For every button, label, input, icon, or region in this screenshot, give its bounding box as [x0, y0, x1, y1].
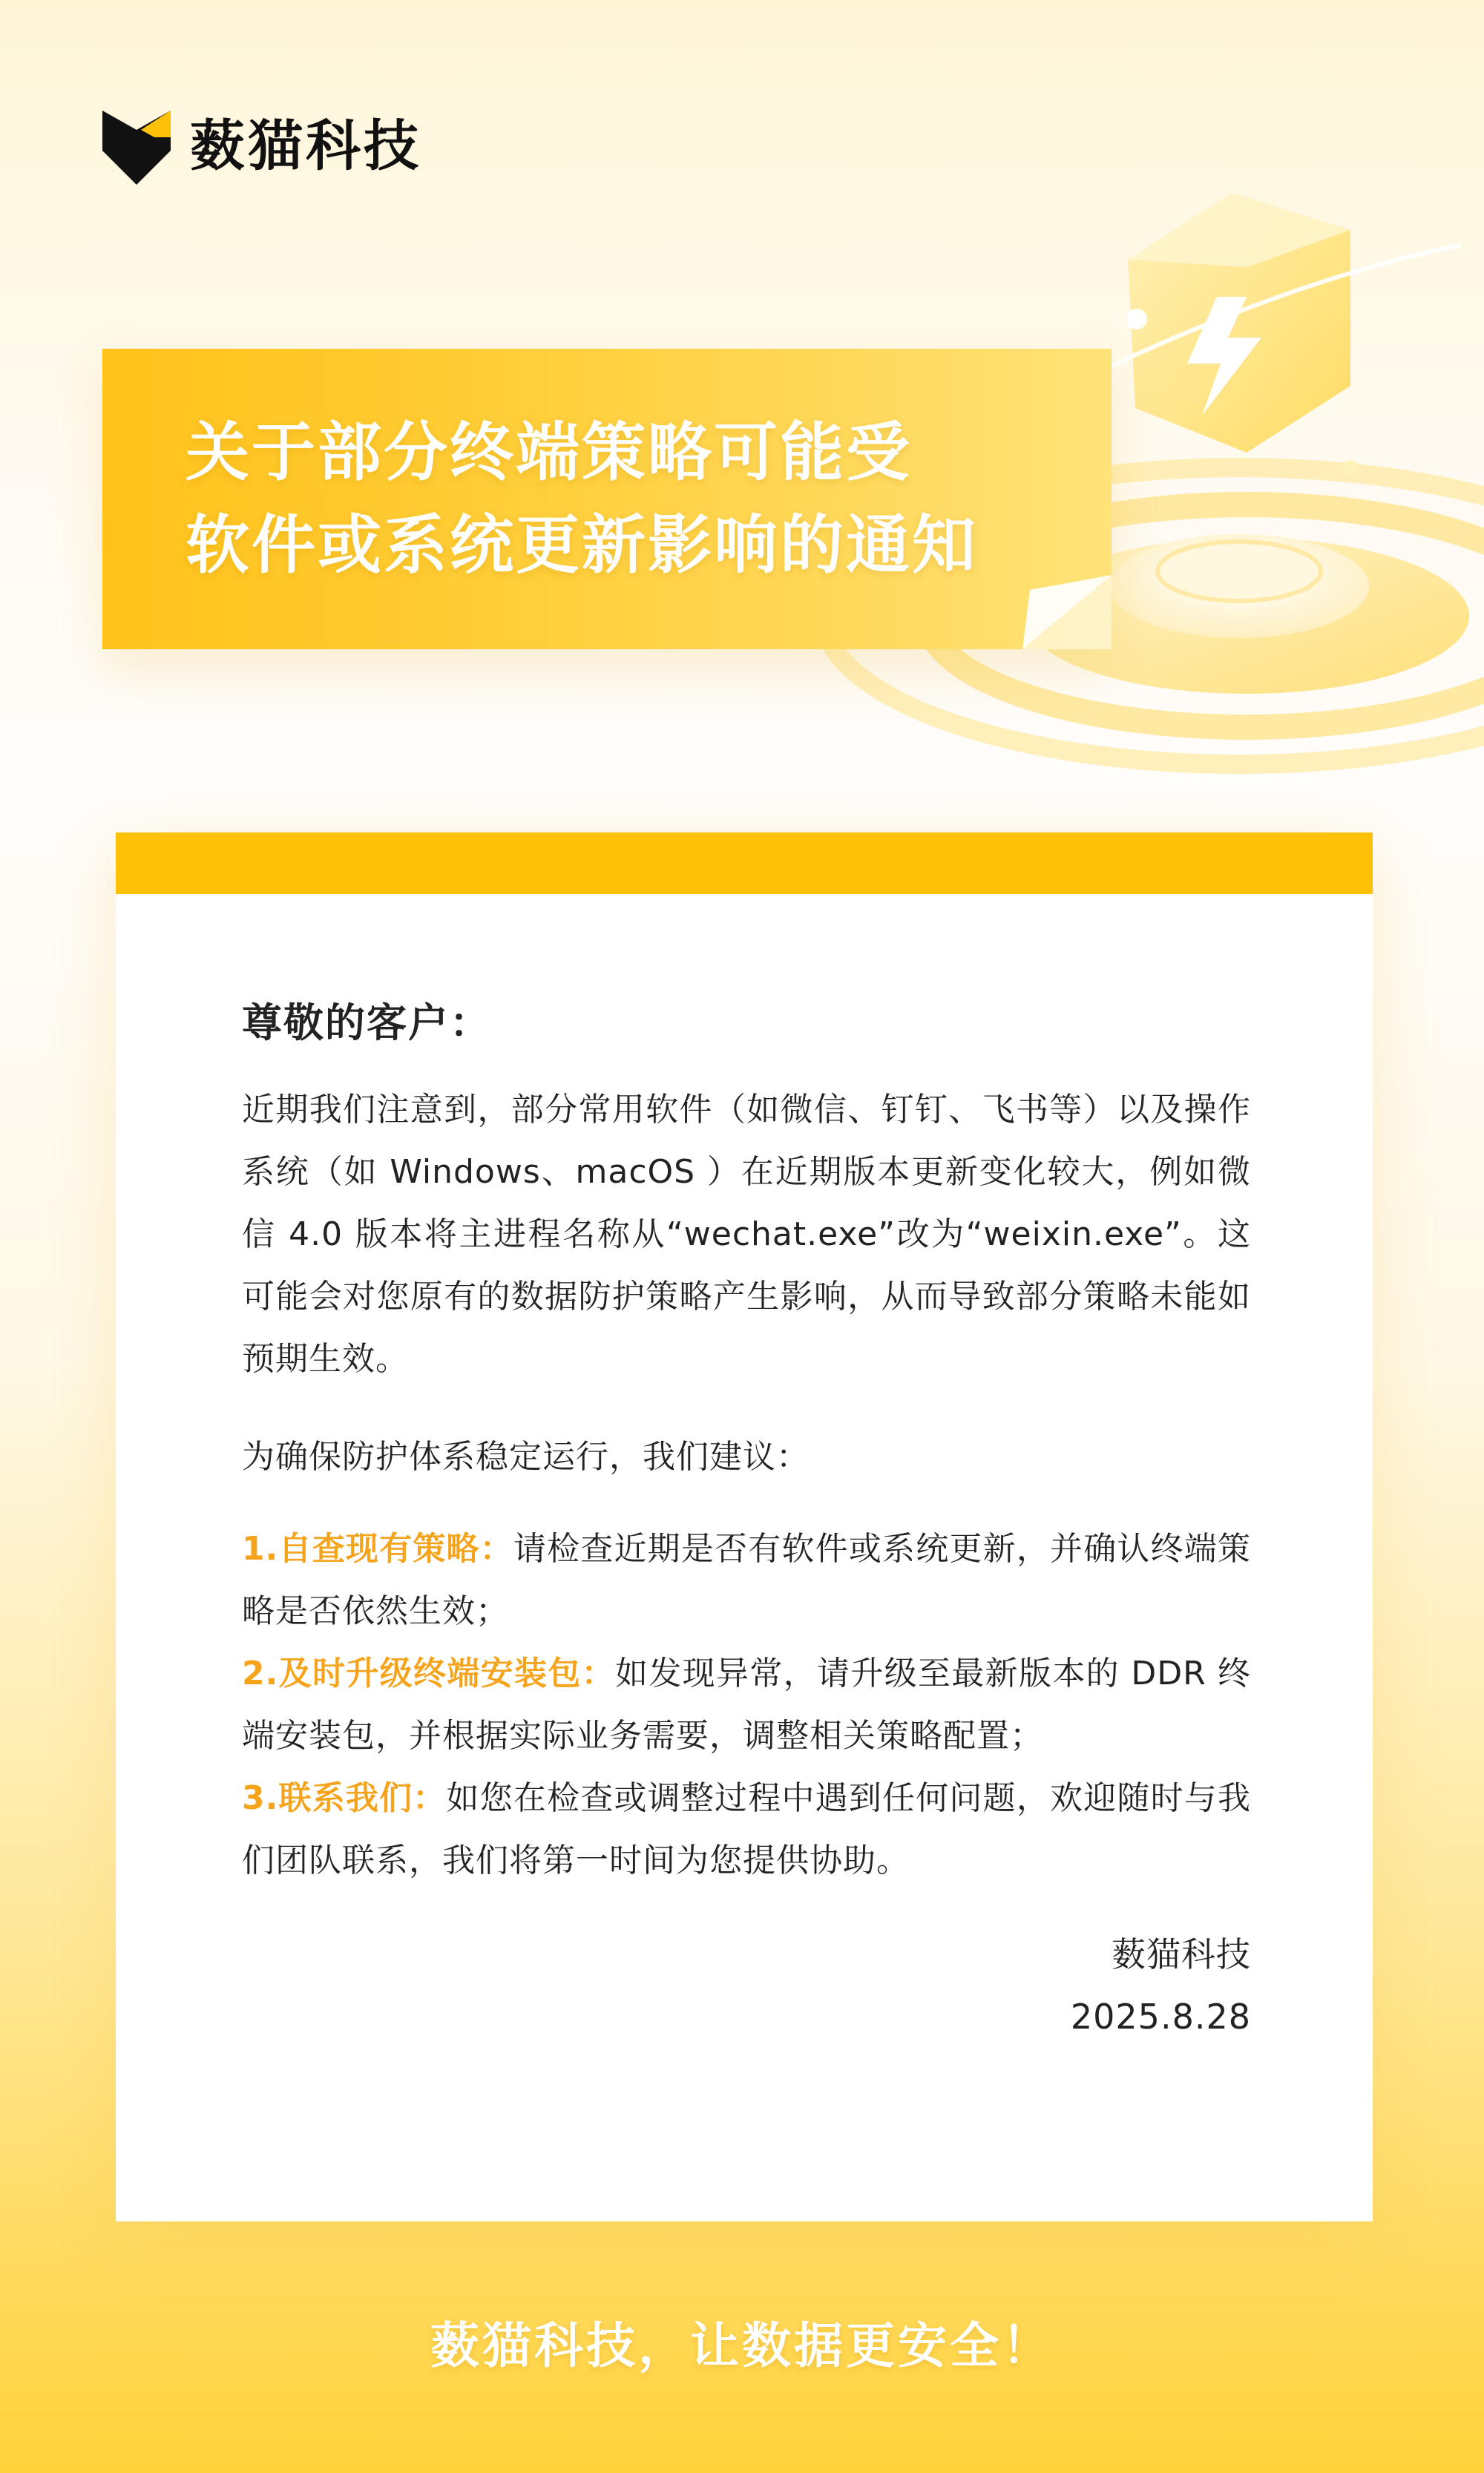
greeting: 尊敬的客户： [242, 999, 491, 1046]
notice-card [116, 832, 1373, 2221]
card-accent-bar [116, 832, 1373, 894]
notice-body [242, 999, 1251, 2048]
cat-head-logo-icon [102, 108, 171, 185]
brand-logo [102, 108, 421, 185]
notice-title-line-1: 关于部分终端策略可能受 [186, 416, 912, 490]
signature [242, 1923, 1251, 2048]
suggestion-text: 请检查近期是否有软件或系统更新，并确认终端策略是否依然生效； [242, 1529, 1251, 1630]
suggestion-heading: 1.自查现有策略： [242, 1529, 513, 1568]
signature-date: 2025.8.28 [1070, 1996, 1251, 2037]
paragraph-suggestion-intro: 为确保防护体系稳定运行，我们建议： [242, 1437, 810, 1476]
brand-name: 薮猫科技 [190, 114, 421, 178]
notice-title [186, 407, 978, 592]
suggestion-heading: 3.联系我们： [242, 1779, 447, 1817]
notice-title-line-2: 软件或系统更新影响的通知 [186, 508, 978, 582]
suggestion-list [242, 1518, 1251, 1892]
suggestion-text: 如发现异常，请升级至最新版本的 DDR 终端安装包，并根据实际业务需要，调整相关策略配置； [242, 1654, 1251, 1755]
title-banner [102, 349, 1112, 649]
signature-company: 薮猫科技 [1112, 1934, 1251, 1974]
suggestion-text: 如您在检查或调整过程中遇到任何问题，欢迎随时与我们团队联系，我们将第一时间为您提供协助。 [242, 1779, 1251, 1879]
suggestion-item [242, 1643, 1251, 1767]
paragraph-intro: 近期我们注意到，部分常用软件（如微信、钉钉、飞书等）以及操作系统（如 Windows、macOS ）在近期版本更新变化较大，例如微信 4.0 版本将主进程名称从“wechat.exe”改为“weixin.exe”。这可能会对您原有的数据防护策略产生影响，从而导致部分策略未能如预期生效。 [242, 1090, 1251, 1378]
footer-slogan: 薮猫科技，让数据更安全！ [430, 2317, 1054, 2374]
page-fold-decoration [1022, 575, 1112, 649]
suggestion-heading: 2.及时升级终端安装包： [242, 1654, 615, 1692]
suggestion-item [242, 1518, 1251, 1643]
suggestion-item [242, 1767, 1251, 1892]
